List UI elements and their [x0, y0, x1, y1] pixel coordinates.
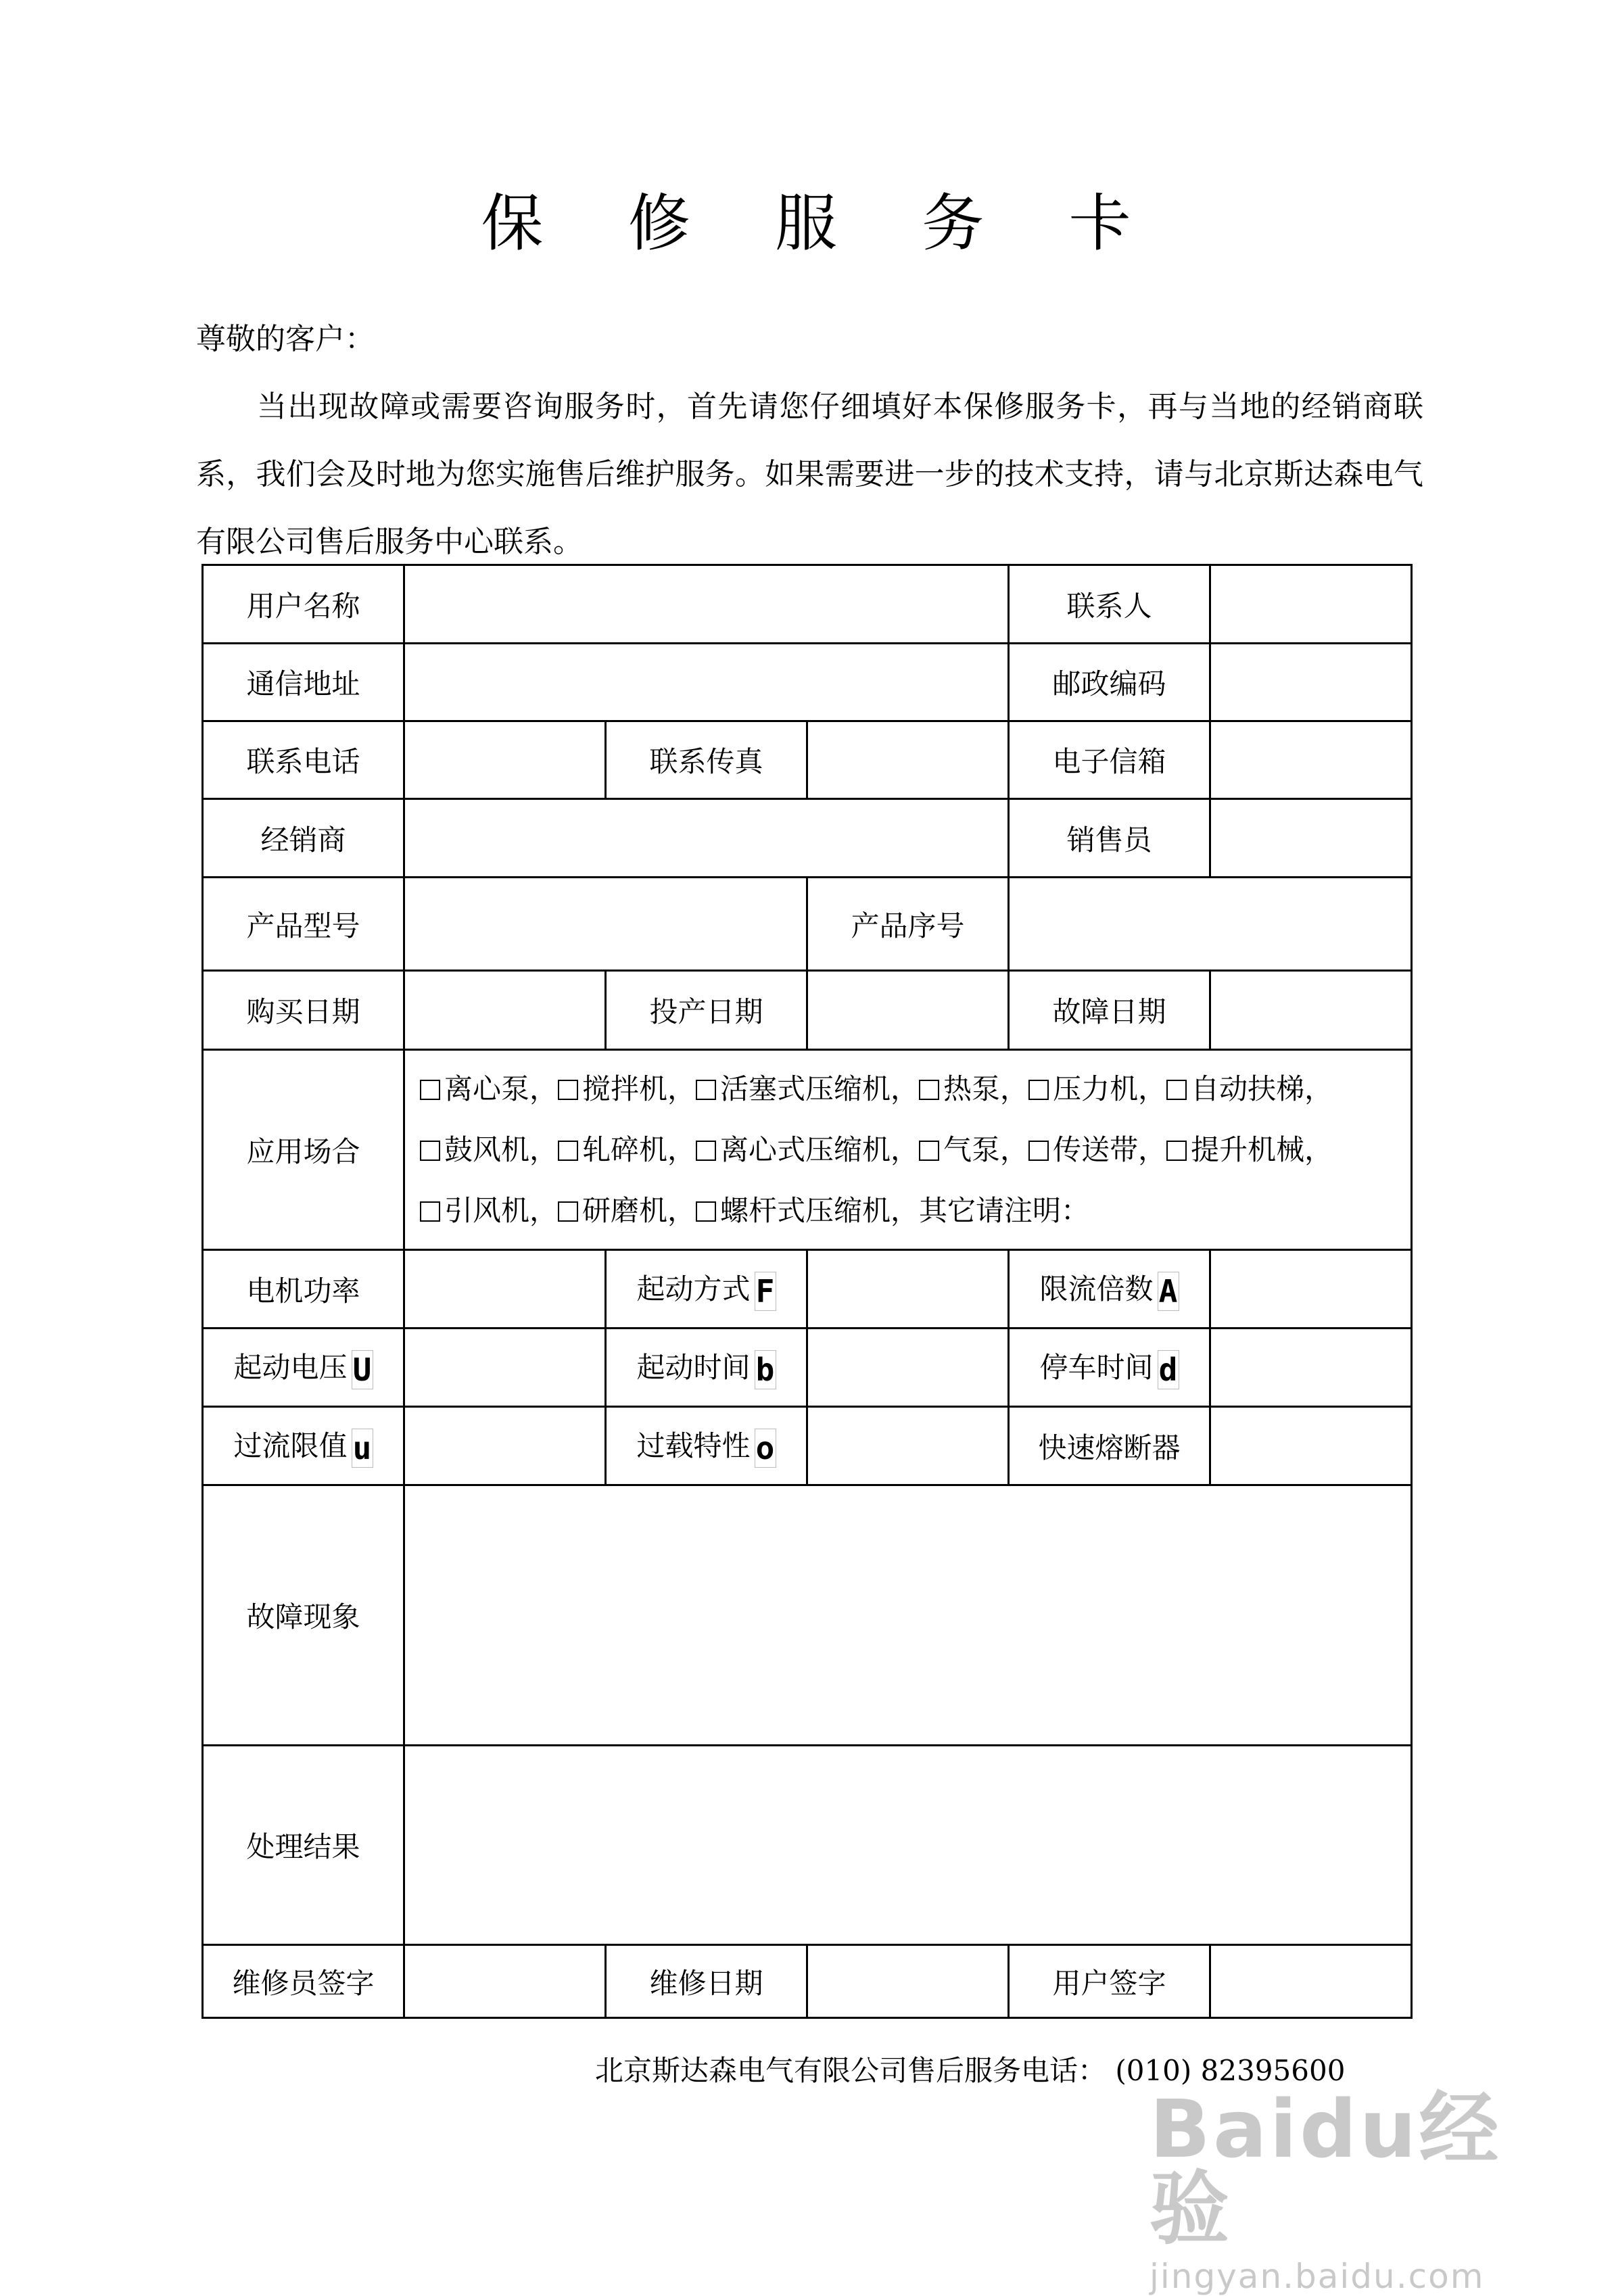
option-induced-draft-fan[interactable]: 引风机， [420, 1194, 558, 1227]
watermark-url: jingyan.baidu.com [1149, 2257, 1485, 2296]
option-crusher[interactable]: 轧碎机， [558, 1133, 696, 1166]
param-code-o: o [755, 1429, 776, 1468]
baidu-watermark [1149, 2082, 1528, 2296]
option-heat-pump[interactable]: 热泵， [919, 1072, 1028, 1105]
service-hotline: 北京斯达森电气有限公司售后服务电话： (010) 82395600 [595, 2054, 1346, 2087]
label-application: 应用场合 [203, 1050, 404, 1250]
field-contact-person[interactable] [1210, 565, 1412, 644]
param-code-b: b [755, 1350, 776, 1389]
label-user-name: 用户名称 [203, 565, 404, 644]
label-start-time: 起动时间 b [606, 1329, 807, 1407]
label-model: 产品型号 [203, 878, 404, 971]
label-commission-date: 投产日期 [606, 971, 807, 1050]
param-code-u: U [352, 1350, 373, 1389]
table-row [203, 878, 1412, 971]
application-line-3 [420, 1180, 1410, 1241]
option-blower[interactable]: 鼓风机， [420, 1133, 558, 1166]
checkbox-icon [420, 1201, 440, 1222]
field-dealer[interactable] [404, 799, 1009, 878]
field-start-voltage[interactable] [404, 1329, 606, 1407]
option-screw-compressor[interactable]: 螺杆式压缩机， [696, 1194, 919, 1227]
application-line-1 [420, 1059, 1410, 1120]
field-overcurrent-limit[interactable] [404, 1407, 606, 1485]
label-overcurrent-limit: 过流限值 u [203, 1407, 404, 1485]
table-row [203, 1485, 1412, 1746]
table-row [203, 1050, 1412, 1250]
label-user-sign: 用户签字 [1009, 1945, 1210, 2018]
option-centrifugal-pump[interactable]: 离心泵， [420, 1072, 558, 1105]
checkbox-icon [1166, 1141, 1187, 1161]
param-code-a: A [1158, 1272, 1179, 1311]
field-repair-date[interactable] [807, 1945, 1009, 2018]
field-motor-power[interactable] [404, 1250, 606, 1329]
label-start-mode: 起动方式 F [606, 1250, 807, 1329]
option-hoisting-machinery[interactable]: 提升机械， [1166, 1133, 1333, 1166]
field-model[interactable] [404, 878, 807, 971]
checkbox-icon [696, 1080, 716, 1100]
field-fax[interactable] [807, 721, 1009, 799]
application-line-2 [420, 1120, 1410, 1180]
service-card-table [202, 564, 1413, 2019]
watermark-logo: Baidu经验 [1149, 2082, 1502, 2255]
label-serial: 产品序号 [807, 878, 1009, 971]
label-result: 处理结果 [203, 1746, 404, 1945]
table-row [203, 644, 1412, 721]
application-options [404, 1050, 1412, 1250]
field-commission-date[interactable] [807, 971, 1009, 1050]
table-row [203, 1945, 1412, 2018]
table-row [203, 1329, 1412, 1407]
label-purchase-date: 购买日期 [203, 971, 404, 1050]
field-user-sign[interactable] [1210, 1945, 1412, 2018]
table-row [203, 721, 1412, 799]
option-piston-compressor[interactable]: 活塞式压缩机， [696, 1072, 919, 1105]
label-repairer-sign: 维修员签字 [203, 1945, 404, 2018]
checkbox-icon [558, 1080, 578, 1100]
label-fault-date: 故障日期 [1009, 971, 1210, 1050]
checkbox-icon [1166, 1080, 1187, 1100]
field-start-mode[interactable] [807, 1250, 1009, 1329]
param-code-d: d [1158, 1350, 1179, 1389]
field-user-name[interactable] [404, 565, 1009, 644]
checkbox-icon [696, 1141, 716, 1161]
checkbox-icon [696, 1201, 716, 1222]
checkbox-icon [919, 1080, 939, 1100]
field-salesperson[interactable] [1210, 799, 1412, 878]
option-conveyor[interactable]: 传送带， [1028, 1133, 1166, 1166]
option-press[interactable]: 压力机， [1028, 1072, 1166, 1105]
field-postal-code[interactable] [1210, 644, 1412, 721]
field-email[interactable] [1210, 721, 1412, 799]
option-air-pump[interactable]: 气泵， [919, 1133, 1028, 1166]
field-fuse[interactable] [1210, 1407, 1412, 1485]
field-result[interactable] [404, 1746, 1412, 1945]
field-address[interactable] [404, 644, 1009, 721]
label-dealer: 经销商 [203, 799, 404, 878]
intro-paragraph: 当出现故障或需要咨询服务时，首先请您仔细填好本保修服务卡，再与当地的经销商联系，我们会及时地为您实施售后维护服务。如果需要进一步的技术支持，请与北京斯达森电气有限公司售后服务中心联系。 [196, 389, 1423, 559]
option-other-note[interactable]: 其它请注明： [919, 1193, 1090, 1227]
label-email: 电子信箱 [1009, 721, 1210, 799]
label-postal-code: 邮政编码 [1009, 644, 1210, 721]
param-code-u-small: u [352, 1429, 373, 1468]
label-fax: 联系传真 [606, 721, 807, 799]
label-motor-power: 电机功率 [203, 1250, 404, 1329]
checkbox-icon [1028, 1141, 1049, 1161]
field-purchase-date[interactable] [404, 971, 606, 1050]
label-current-limit: 限流倍数 A [1009, 1250, 1210, 1329]
field-start-time[interactable] [807, 1329, 1009, 1407]
field-current-limit[interactable] [1210, 1250, 1412, 1329]
table-row [203, 1250, 1412, 1329]
label-start-voltage: 起动电压 U [203, 1329, 404, 1407]
field-fault-phenomenon[interactable] [404, 1485, 1412, 1746]
option-centrifugal-compressor[interactable]: 离心式压缩机， [696, 1133, 919, 1166]
checkbox-icon [420, 1141, 440, 1161]
field-fault-date[interactable] [1210, 971, 1412, 1050]
label-repair-date: 维修日期 [606, 1945, 807, 2018]
option-grinder[interactable]: 研磨机， [558, 1194, 696, 1227]
checkbox-icon [420, 1080, 440, 1100]
salutation: 尊敬的客户： [196, 322, 375, 356]
checkbox-icon [558, 1141, 578, 1161]
option-mixer[interactable]: 搅拌机， [558, 1072, 696, 1105]
field-serial[interactable] [1009, 878, 1412, 971]
table-row [203, 971, 1412, 1050]
table-row [203, 799, 1412, 878]
table-row [203, 1746, 1412, 1945]
label-phone: 联系电话 [203, 721, 404, 799]
option-escalator[interactable]: 自动扶梯， [1166, 1072, 1333, 1105]
checkbox-icon [1028, 1080, 1049, 1100]
label-fuse: 快速熔断器 [1009, 1407, 1210, 1485]
checkbox-icon [919, 1141, 939, 1161]
field-stop-time[interactable] [1210, 1329, 1412, 1407]
table-row [203, 565, 1412, 644]
field-phone[interactable] [404, 721, 606, 799]
field-overload[interactable] [807, 1407, 1009, 1485]
label-stop-time: 停车时间 d [1009, 1329, 1210, 1407]
label-salesperson: 销售员 [1009, 799, 1210, 878]
param-code-f: F [755, 1272, 776, 1311]
label-overload: 过载特性 o [606, 1407, 807, 1485]
label-fault-phenomenon: 故障现象 [203, 1485, 404, 1746]
checkbox-icon [558, 1201, 578, 1222]
label-contact-person: 联系人 [1009, 565, 1210, 644]
field-repairer-sign[interactable] [404, 1945, 606, 2018]
table-row [203, 1407, 1412, 1485]
label-address: 通信地址 [203, 644, 404, 721]
page-title: 保 修 服 务 卡 [481, 187, 1164, 260]
